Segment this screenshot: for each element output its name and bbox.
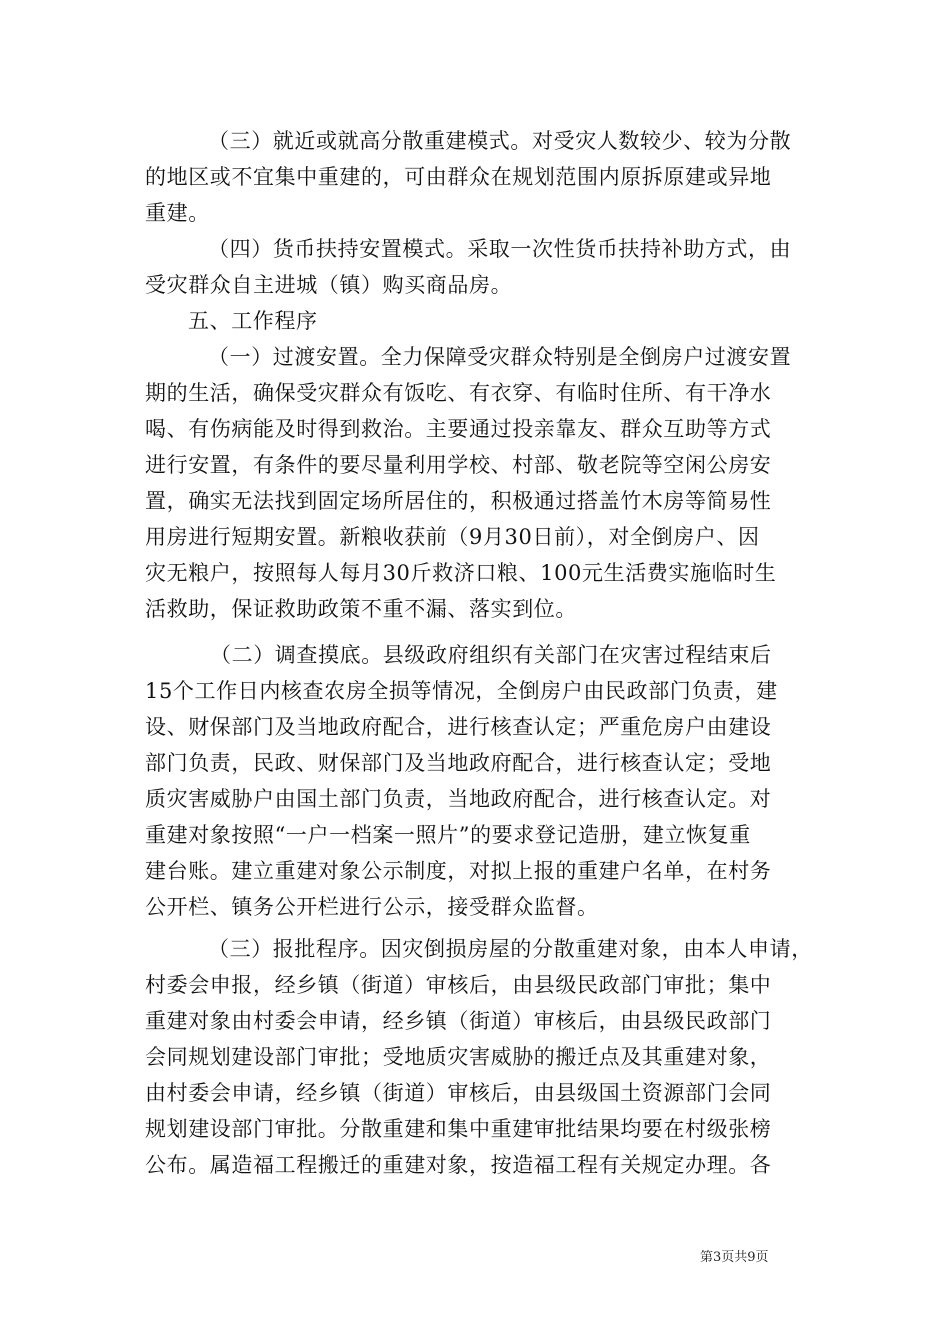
text-line: 喝、有伤病能及时得到救治。主要通过投亲靠友、群众互助等方式 <box>145 417 772 441</box>
text-line: （三）报批程序。因灾倒损房屋的分散重建对象，由本人申请， <box>208 937 813 961</box>
text-line: （三）就近或就高分散重建模式。对受灾人数较少、较为分散 <box>208 129 792 153</box>
text-line: 公布。属造福工程搬迁的重建对象，按造福工程有关规定办理。各 <box>145 1153 772 1177</box>
text-line: 进行安置，有条件的要尽量利用学校、村部、敬老院等空闲公房安 <box>145 453 772 477</box>
text-line: 用房进行短期安置。新粮收获前（9月30日前），对全倒房户、因 <box>145 525 760 549</box>
text-line: 置，确实无法找到固定场所居住的，积极通过搭盖竹木房等简易性 <box>145 489 772 513</box>
text-line: 建台账。建立重建对象公示制度，对拟上报的重建户名单，在村务 <box>145 859 772 883</box>
text-line: 15个工作日内核查农房全损等情况，全倒房户由民政部门负责，建 <box>145 679 778 703</box>
text-line: 部门负责，民政、财保部门及当地政府配合，进行核查认定；受地 <box>145 751 772 775</box>
text-line: （四）货币扶持安置模式。采取一次性货币扶持补助方式，由 <box>208 237 792 261</box>
text-line: 会同规划建设部门审批；受地质灾害威胁的搬迁点及其重建对象， <box>145 1045 772 1069</box>
text-line: 的地区或不宜集中重建的，可由群众在规划范围内原拆原建或异地 <box>145 165 772 189</box>
text-line: 质灾害威胁户由国土部门负责，当地政府配合，进行核查认定。对 <box>145 787 772 811</box>
text-line: 由村委会申请，经乡镇（街道）审核后，由县级国土资源部门会同 <box>145 1081 772 1105</box>
text-line: 灾无粮户，按照每人每月30斤救济口粮、100元生活费实施临时生 <box>145 561 777 585</box>
page-number-footer: 第3页共9页 <box>700 1250 769 1265</box>
text-line: （一）过渡安置。全力保障受灾群众特别是全倒房户过渡安置 <box>208 345 792 369</box>
text-line: 规划建设部门审批。分散重建和集中重建审批结果均要在村级张榜 <box>145 1117 772 1141</box>
text-line: 村委会申报，经乡镇（街道）审核后，由县级民政部门审批；集中 <box>145 973 772 997</box>
text-line: 重建对象由村委会申请，经乡镇（街道）审核后，由县级民政部门 <box>145 1009 772 1033</box>
text-line: 活救助，保证救助政策不重不漏、落实到位。 <box>145 597 577 621</box>
section-heading: 五、工作程序 <box>188 309 318 333</box>
text-line: 重建。 <box>145 201 210 225</box>
text-line: 设、财保部门及当地政府配合，进行核查认定；严重危房户由建设 <box>145 715 772 739</box>
text-line: 受灾群众自主进城（镇）购买商品房。 <box>145 273 513 297</box>
text-line: 期的生活，确保受灾群众有饭吃、有衣穿、有临时住所、有干净水 <box>145 381 772 405</box>
text-line: （二）调查摸底。县级政府组织有关部门在灾害过程结束后 <box>210 643 772 667</box>
text-line: 公开栏、镇务公开栏进行公示，接受群众监督。 <box>145 895 599 919</box>
text-line: 重建对象按照“一户一档案一照片”的要求登记造册，建立恢复重 <box>145 823 751 847</box>
